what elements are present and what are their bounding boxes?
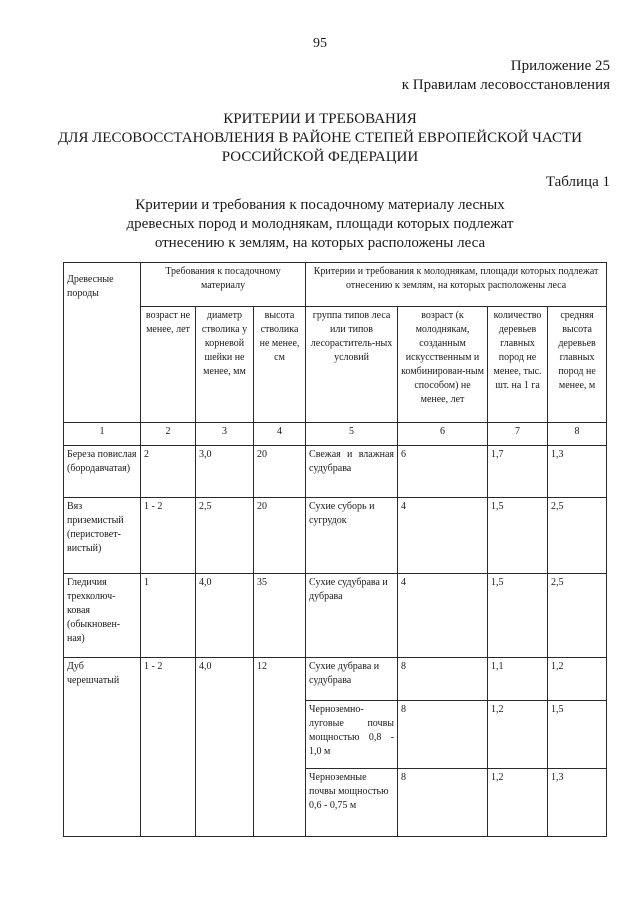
title-line-1: КРИТЕРИИ И ТРЕБОВАНИЯ <box>223 111 417 127</box>
average-height-cell: 1,5 <box>548 701 607 769</box>
column-number: 1 <box>64 423 141 446</box>
age-cell: 2 <box>141 446 196 498</box>
appendix-line-1: Приложение 25 <box>510 58 610 74</box>
tree-count-cell: 1,7 <box>488 446 548 498</box>
column-number: 8 <box>548 423 607 446</box>
diameter-cell: 4,0 <box>196 574 254 658</box>
subheader-height: высота стволика не менее, см <box>254 307 306 423</box>
species-cell: Вяз приземистый (перистовет-вистый) <box>64 498 141 574</box>
species-cell: Дуб черешчатый <box>64 658 141 837</box>
diameter-cell: 4,0 <box>196 658 254 837</box>
forest-type-cell: Сухие судубрава и дубрава <box>306 574 398 658</box>
species-cell: Гледичия трехколюч-ковая (обыкновен-ная) <box>64 574 141 658</box>
average-height-cell: 1,3 <box>548 446 607 498</box>
subheader-diameter: диаметр стволика у корневой шейки не менее, мм <box>196 307 254 423</box>
criteria-table <box>63 262 607 837</box>
subheader-age: возраст не менее, лет <box>141 307 196 423</box>
height-cell: 20 <box>254 498 306 574</box>
height-cell: 12 <box>254 658 306 837</box>
table-label: Таблица 1 <box>545 174 610 190</box>
column-numbers-row <box>64 423 607 446</box>
species-cell: Береза повислая (бородавчатая) <box>64 446 141 498</box>
column-number: 7 <box>488 423 548 446</box>
tree-count-cell: 1,1 <box>488 658 548 701</box>
appendix-reference <box>402 57 610 95</box>
table-row <box>64 446 607 498</box>
forest-type-cell: Сухие дубрава и судубрава <box>306 658 398 701</box>
column-number: 4 <box>254 423 306 446</box>
header-young-stands: Критерии и требования к молоднякам, площади которых подлежат отнесению к землям, на которых расположены леса <box>306 263 607 307</box>
tree-count-cell: 1,5 <box>488 574 548 658</box>
age-cell: 1 <box>141 574 196 658</box>
page-number: 95 <box>313 36 327 51</box>
title-line-2: ДЛЯ ЛЕСОВОССТАНОВЛЕНИЯ В РАЙОНЕ СТЕПЕЙ ЕВРОПЕЙСКОЙ ЧАСТИ <box>57 130 583 146</box>
age-cell: 1 - 2 <box>141 658 196 837</box>
young-age-cell: 6 <box>398 446 488 498</box>
young-age-cell: 8 <box>398 658 488 701</box>
caption-line-2: древесных пород и молоднякам, площади которых подлежат <box>126 216 514 232</box>
column-number: 5 <box>306 423 398 446</box>
table-row <box>64 574 607 658</box>
column-number: 6 <box>398 423 488 446</box>
diameter-cell: 2,5 <box>196 498 254 574</box>
young-age-cell: 8 <box>398 769 488 837</box>
table-caption <box>0 196 640 253</box>
average-height-cell: 2,5 <box>548 574 607 658</box>
height-cell: 35 <box>254 574 306 658</box>
appendix-line-2: к Правилам лесовосстановления <box>401 77 610 93</box>
tree-count-cell: 1,2 <box>488 701 548 769</box>
forest-type-cell: Черноземные почвы мощностью 0,6 - 0,75 м <box>306 769 398 837</box>
column-number: 3 <box>196 423 254 446</box>
diameter-cell: 3,0 <box>196 446 254 498</box>
document-title <box>0 110 640 167</box>
forest-type-cell: Свежая и влажная судубрава <box>306 446 398 498</box>
subheader-average-height: средняя высота деревьев главных пород не менее, м <box>548 307 607 423</box>
header-planting-material: Требования к посадочному материалу <box>141 263 306 307</box>
table-row <box>64 498 607 574</box>
forest-type-cell: Сухие суборь и сугрудок <box>306 498 398 574</box>
average-height-cell: 1,3 <box>548 769 607 837</box>
young-age-cell: 8 <box>398 701 488 769</box>
subheader-tree-count: количество деревьев главных пород не менее, тыс. шт. на 1 га <box>488 307 548 423</box>
young-age-cell: 4 <box>398 574 488 658</box>
subheader-young-age: возраст (к молоднякам, созданным искусственным и комбинирован-ным способом) не менее, лет <box>398 307 488 423</box>
tree-count-cell: 1,2 <box>488 769 548 837</box>
tree-count-cell: 1,5 <box>488 498 548 574</box>
title-line-3: РОССИЙСКОЙ ФЕДЕРАЦИИ <box>221 149 419 165</box>
height-cell: 20 <box>254 446 306 498</box>
caption-line-3: отнесению к землям, на которых расположены леса <box>154 235 486 251</box>
young-age-cell: 4 <box>398 498 488 574</box>
subheader-forest-type: группа типов леса или типов лесораститель-ных условий <box>306 307 398 423</box>
header-species: Древесные породы <box>64 263 141 423</box>
forest-type-cell: Черноземно-луговые почвы мощностью 0,8 - 1,0 м <box>306 701 398 769</box>
caption-line-1: Критерии и требования к посадочному материалу лесных <box>135 197 505 213</box>
column-number: 2 <box>141 423 196 446</box>
average-height-cell: 1,2 <box>548 658 607 701</box>
age-cell: 1 - 2 <box>141 498 196 574</box>
table-row <box>64 658 607 701</box>
average-height-cell: 2,5 <box>548 498 607 574</box>
